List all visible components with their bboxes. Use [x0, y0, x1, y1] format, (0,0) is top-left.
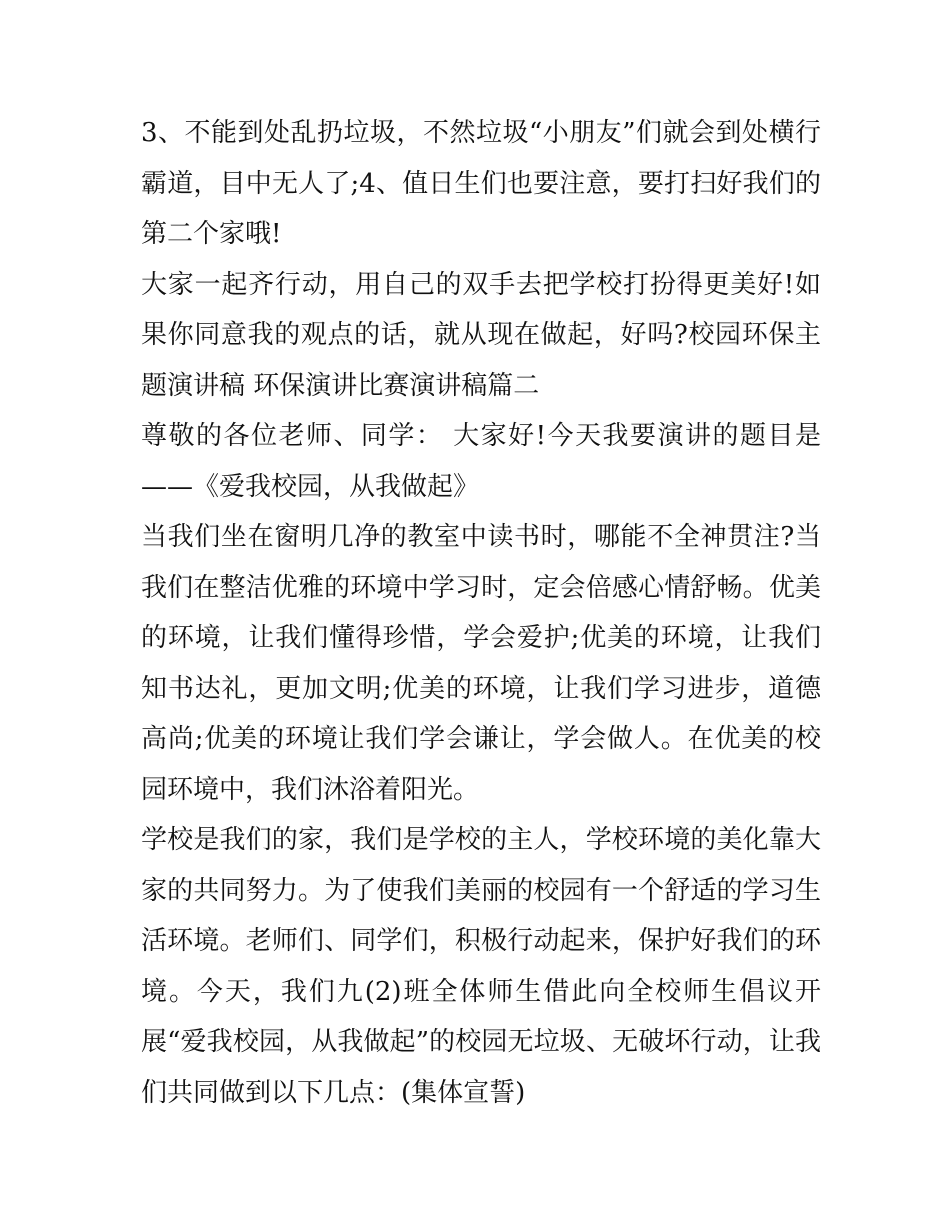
document-body: [141, 108, 821, 1118]
paragraph-4: 当我们坐在窗明几净的教室中读书时，哪能不全神贯注?当我们在整洁优雅的环境中学习时，定会倍感心情舒畅。优美的环境，让我们懂得珍惜，学会爱护;优美的环境，让我们知书达礼，更加文明;优美的环境，让我们学习进步，道德高尚;优美的环境让我们学会谦让，学会做人。在优美的校园环境中，我们沐浴着阳光。: [141, 522, 821, 805]
paragraph-2: 大家一起齐行动，用自己的双手去把学校打扮得更美好!如果你同意我的观点的话，就从现在做起，好吗?校园环保主题演讲稿 环保演讲比赛演讲稿篇二: [141, 269, 821, 401]
paragraph-5: 学校是我们的家，我们是学校的主人，学校环境的美化靠大家的共同努力。为了使我们美丽的校园有一个舒适的学习生活环境。老师们、同学们，积极行动起来，保护好我们的环境。今天，我们九(2)班全体师生借此向全校师生倡议开展“爱我校园，从我做起”的校园无垃圾、无破坏行动，让我们共同做到以下几点：(集体宣誓): [141, 825, 821, 1108]
paragraph-1: 3、不能到处乱扔垃圾，不然垃圾“小朋友”们就会到处横行霸道，目中无人了;4、值日生们也要注意，要打扫好我们的第二个家哦!: [141, 118, 821, 249]
paragraph-3: 尊敬的各位老师、同学： 大家好!今天我要演讲的题目是——《爱我校园，从我做起》: [141, 421, 821, 502]
